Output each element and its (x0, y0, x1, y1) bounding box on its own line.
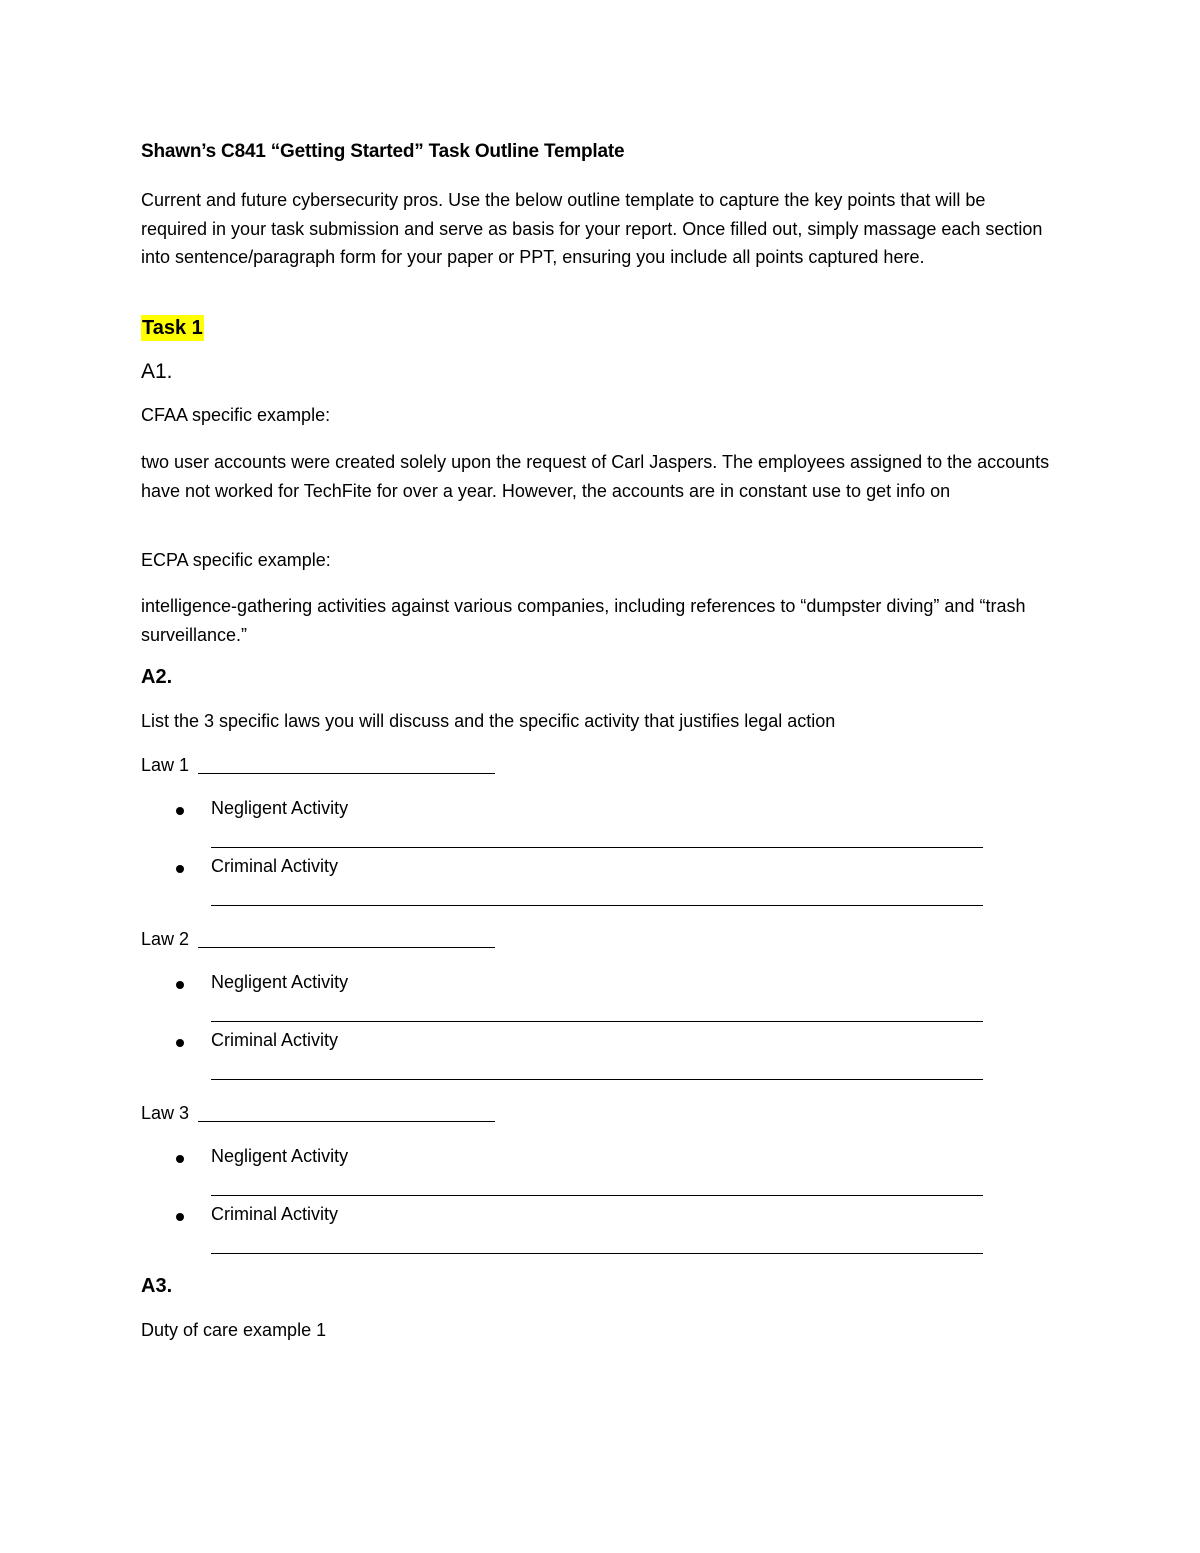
duty-of-care-example: Duty of care example 1 (141, 1320, 327, 1340)
cfaa-text: two user accounts were created solely upon the request of Carl Jaspers. The employees assigned to the accounts have not worked for TechFite for over a year. However, the accounts are in constant use to get info on (141, 452, 1050, 501)
law-3-negligent-blank (211, 1195, 983, 1196)
law-1-negligent-blank (211, 847, 983, 848)
law-3-criminal-blank (211, 1253, 983, 1254)
bullet-icon (176, 1213, 184, 1221)
ecpa-label: ECPA specific example: (141, 550, 331, 570)
intro-paragraph: Current and future cybersecurity pros. Use the below outline template to capture the key points that will be required in your task submission and serve as basis for your report. Once filled out, simply massage each section into sentence/paragraph form for your paper or PPT, ensuring you include all points captured here. (141, 190, 1043, 267)
cfaa-label: CFAA specific example: (141, 405, 331, 425)
a1-heading: A1. (141, 360, 173, 383)
law-1-criminal-blank (211, 905, 983, 906)
bullet-icon (176, 1155, 184, 1163)
law-3-blank (198, 1121, 495, 1122)
law-2-criminal: Criminal Activity (211, 1030, 339, 1050)
law-1-label: Law 1 (141, 755, 190, 775)
bullet-icon (176, 981, 184, 989)
a2-instruction: List the 3 specific laws you will discuss and the specific activity that justifies legal action (141, 711, 836, 731)
document-page (141, 0, 1061, 1553)
ecpa-text: intelligence-gathering activities against various companies, including references to “dumpster diving” and “trash surveillance.” (141, 596, 1026, 645)
bullet-icon (176, 807, 184, 815)
law-2-blank (198, 947, 495, 948)
law-2-negligent: Negligent Activity (211, 972, 349, 992)
task-label: Task 1 (142, 317, 203, 339)
law-3-label: Law 3 (141, 1103, 190, 1123)
law-2-criminal-blank (211, 1079, 983, 1080)
bullet-icon (176, 1039, 184, 1047)
a3-heading: A3. (141, 1275, 173, 1297)
law-1-criminal: Criminal Activity (211, 856, 339, 876)
bullet-icon (176, 865, 184, 873)
a2-heading: A2. (141, 666, 173, 688)
law-3-criminal: Criminal Activity (211, 1204, 339, 1224)
law-3-negligent: Negligent Activity (211, 1146, 349, 1166)
document-title: Shawn’s C841 “Getting Started” Task Outline Template (141, 141, 625, 162)
law-1-negligent: Negligent Activity (211, 798, 349, 818)
law-2-label: Law 2 (141, 929, 190, 949)
law-1-blank (198, 773, 495, 774)
law-2-negligent-blank (211, 1021, 983, 1022)
